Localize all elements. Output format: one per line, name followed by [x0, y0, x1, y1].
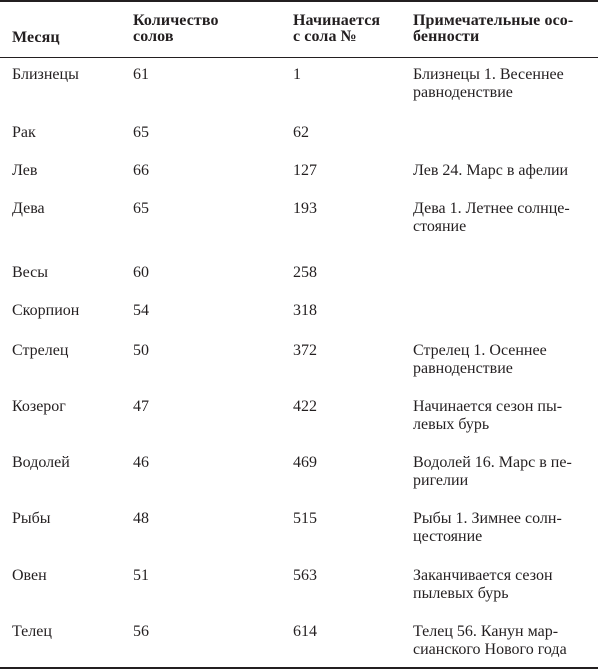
- table-row-sols: 65: [133, 200, 149, 217]
- table-row-start: 318: [293, 302, 317, 319]
- table-row-start: 1: [293, 66, 301, 83]
- table-row-month: Рыбы: [12, 510, 51, 527]
- table-row-notes: Рыбы 1. Зимнее солн- цестояние: [413, 510, 562, 545]
- table-row-sols: 61: [133, 66, 149, 83]
- table-row-sols: 46: [133, 454, 149, 471]
- table-row-sols: 66: [133, 162, 149, 179]
- header-notes: Примечательные осо- бенности: [413, 12, 574, 45]
- table-row-month: Близнецы: [12, 66, 79, 83]
- table-row-notes: Начинается сезон пы- левых бурь: [413, 398, 563, 433]
- table-row-sols: 56: [133, 623, 149, 640]
- header-start-sol: Начинается с сола №: [293, 12, 381, 45]
- table-row-month: Дева: [12, 200, 45, 217]
- table-row-start: 372: [293, 342, 317, 359]
- table-row-month: Телец: [12, 623, 52, 640]
- table-row-sols: 51: [133, 567, 149, 584]
- table-row-month: Козерог: [12, 398, 66, 415]
- table-row-notes: Водолей 16. Марс в пе- ригелии: [413, 454, 572, 489]
- table-row-month: Весы: [12, 264, 49, 281]
- table-row-sols: 60: [133, 264, 149, 281]
- table-row-notes: Заканчивается сезон пылевых бурь: [413, 567, 553, 602]
- table-row-notes: Лев 24. Марс в афелии: [413, 162, 569, 179]
- table-row-month: Лев: [12, 162, 38, 179]
- table-row-sols: 50: [133, 342, 149, 359]
- table-row-start: 422: [293, 398, 317, 415]
- table-row-start: 193: [293, 200, 317, 217]
- table-row-month: Стрелец: [12, 342, 69, 359]
- header-rule: [0, 57, 598, 58]
- table-top-rule: [0, 0, 598, 2]
- table-row-start: 258: [293, 264, 317, 281]
- table-row-sols: 47: [133, 398, 149, 415]
- header-sols-count: Количество солов: [133, 12, 219, 45]
- table-row-start: 62: [293, 124, 309, 141]
- table-row-month: Рак: [12, 124, 36, 141]
- header-month: Месяц: [12, 29, 60, 46]
- table-row-start: 127: [293, 162, 317, 179]
- table-row-notes: Телец 56. Канун мар- сианского Нового года: [413, 623, 567, 658]
- table-row-start: 515: [293, 510, 317, 527]
- table-row-notes: Дева 1. Летнее солнце- стояние: [413, 200, 570, 235]
- table-row-sols: 48: [133, 510, 149, 527]
- table-row-start: 469: [293, 454, 317, 471]
- table-row-notes: Стрелец 1. Осеннее равноденствие: [413, 342, 547, 377]
- table-row-notes: Близнецы 1. Весеннее равноденствие: [413, 66, 564, 101]
- table-row-month: Водолей: [12, 454, 70, 471]
- table-row-sols: 54: [133, 302, 149, 319]
- table-row-sols: 65: [133, 124, 149, 141]
- table-row-start: 563: [293, 567, 317, 584]
- table-row-month: Скорпион: [12, 302, 80, 319]
- table-row-start: 614: [293, 623, 317, 640]
- table-row-month: Овен: [12, 567, 47, 584]
